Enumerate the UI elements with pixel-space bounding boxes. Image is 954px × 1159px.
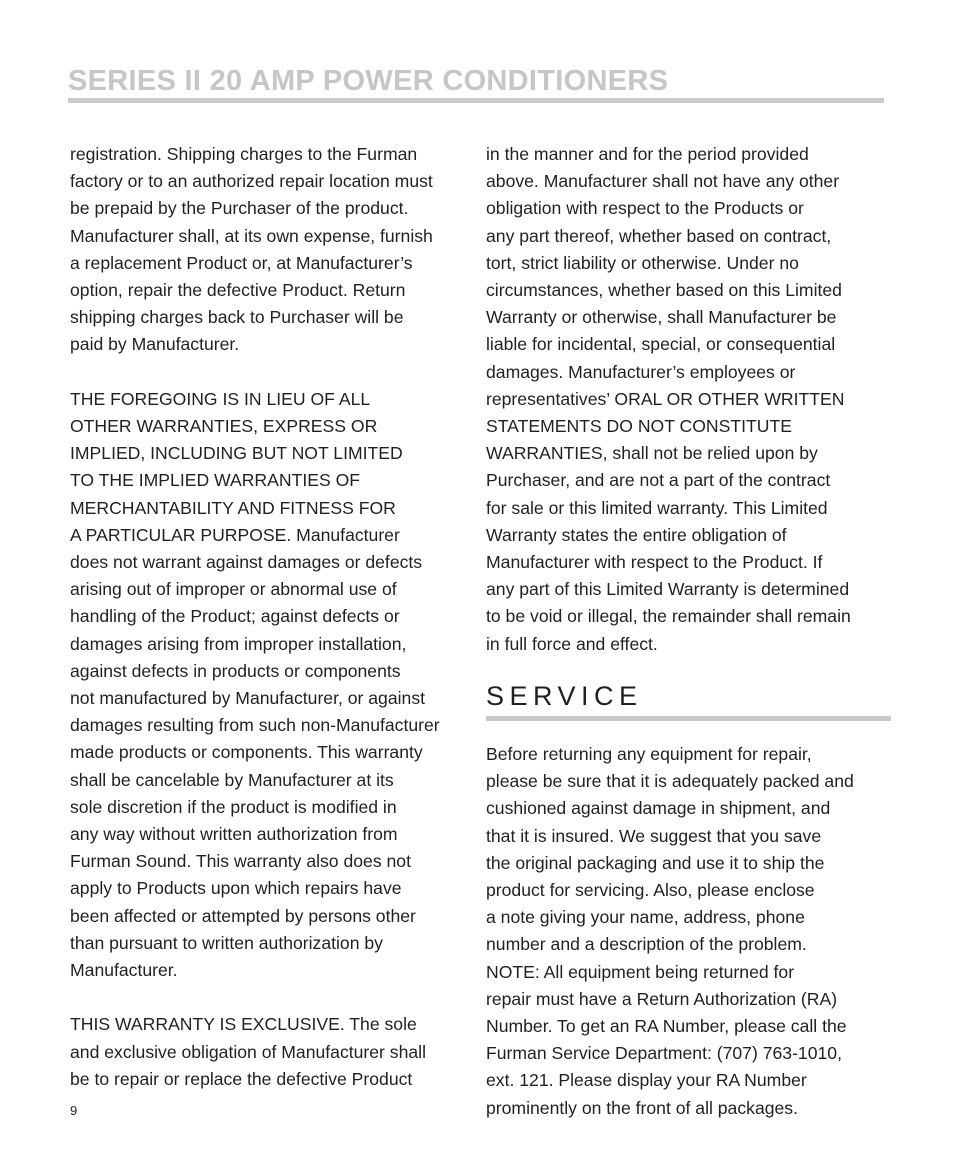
text-line: option, repair the defective Product. Return — [70, 280, 406, 301]
text-line: damages resulting from such non-Manufacturer — [70, 715, 440, 736]
text-line: to be void or illegal, the remainder shall remain — [486, 606, 851, 627]
text-line: STATEMENTS DO NOT CONSTITUTE — [486, 416, 792, 437]
text-line: Manufacturer. — [70, 960, 178, 981]
text-line: a replacement Product or, at Manufacturer’s — [70, 252, 413, 273]
text-line: product for servicing. Also, please enclose — [486, 880, 815, 901]
text-line: apply to Products upon which repairs have — [70, 878, 402, 899]
text-line: been affected or attempted by persons other — [70, 905, 416, 926]
service-heading: SERVICE — [486, 681, 643, 711]
text-line: any part of this Limited Warranty is determined — [486, 579, 850, 600]
text-line: repair must have a Return Authorization (RA) — [486, 988, 838, 1009]
text-line: A PARTICULAR PURPOSE. Manufacturer — [70, 524, 400, 545]
page-number: 9 — [70, 1103, 78, 1118]
text-line: the original packaging and use it to ship the — [486, 852, 825, 873]
text-line: IMPLIED, INCLUDING BUT NOT LIMITED — [70, 443, 403, 464]
text-line: Before returning any equipment for repair, — [486, 744, 812, 764]
text-line: number and a description of the problem. — [486, 934, 807, 955]
warranty-paragraph-2 — [70, 386, 475, 984]
warranty-paragraph-1 — [70, 141, 475, 359]
text-line: sole discretion if the product is modified in — [70, 796, 397, 817]
right-column — [486, 141, 896, 658]
paragraph-gap — [70, 359, 475, 386]
text-line: a note giving your name, address, phone — [486, 907, 805, 928]
text-line: any part thereof, whether based on contract, — [486, 225, 832, 246]
text-line: against defects in products or components — [70, 660, 401, 681]
text-line: does not warrant against damages or defects — [70, 552, 423, 573]
text-line: in the manner and for the period provided — [486, 144, 809, 164]
text-line: shall be cancelable by Manufacturer at its — [70, 769, 394, 790]
text-line: OTHER WARRANTIES, EXPRESS OR — [70, 416, 378, 437]
text-line: for sale or this limited warranty. This Limited — [486, 497, 828, 518]
header-divider — [68, 98, 884, 103]
text-line: damages arising from improper installation, — [70, 633, 407, 654]
text-line: Warranty or otherwise, shall Manufacturer be — [486, 307, 837, 328]
text-line: paid by Manufacturer. — [70, 334, 240, 355]
paragraph-gap — [70, 984, 475, 1011]
text-line: prominently on the front of all packages. — [486, 1097, 798, 1118]
text-line: shipping charges back to Purchaser will be — [70, 307, 404, 328]
text-line: THE FOREGOING IS IN LIEU OF ALL — [70, 388, 371, 409]
text-line: be to repair or replace the defective Product — [70, 1068, 413, 1089]
text-line: made products or components. This warranty — [70, 742, 423, 763]
text-line: in full force and effect. — [486, 633, 658, 654]
text-line: ext. 121. Please display your RA Number — [486, 1070, 807, 1091]
text-line: and exclusive obligation of Manufacturer shall — [70, 1041, 426, 1062]
text-line: representatives’ ORAL OR OTHER WRITTEN — [486, 388, 845, 409]
text-line: Manufacturer shall, at its own expense, furnish — [70, 225, 433, 246]
text-line: be prepaid by the Purchaser of the product. — [70, 198, 409, 219]
text-line: not manufactured by Manufacturer, or against — [70, 688, 426, 709]
left-column — [70, 141, 475, 1093]
text-line: TO THE IMPLIED WARRANTIES OF — [70, 470, 361, 491]
text-line: circumstances, whether based on this Limited — [486, 280, 842, 301]
page-title: SERIES II 20 AMP POWER CONDITIONERS — [68, 65, 669, 97]
text-line: registration. Shipping charges to the Furman — [70, 144, 418, 164]
warranty-paragraph-3 — [70, 1011, 475, 1093]
text-line: obligation with respect to the Products or — [486, 198, 804, 219]
text-line: WARRANTIES, shall not be relied upon by — [486, 443, 818, 464]
text-line: please be sure that it is adequately packed and — [486, 771, 854, 792]
text-line: liable for incidental, special, or consequential — [486, 334, 836, 355]
text-line: damages. Manufacturer’s employees or — [486, 361, 796, 382]
text-line: NOTE: All equipment being returned for — [486, 961, 795, 982]
text-line: arising out of improper or abnormal use of — [70, 579, 397, 600]
text-line: Furman Sound. This warranty also does not — [70, 851, 411, 872]
page-header — [68, 64, 884, 103]
text-line: Furman Service Department: (707) 763-1010, — [486, 1043, 842, 1064]
text-line: Manufacturer with respect to the Product. If — [486, 552, 823, 573]
service-divider — [486, 716, 891, 721]
text-line: that it is insured. We suggest that you save — [486, 825, 822, 846]
warranty-paragraph-4 — [486, 141, 896, 658]
text-line: Warranty states the entire obligation of — [486, 524, 787, 545]
text-line: Purchaser, and are not a part of the contract — [486, 470, 831, 491]
text-line: MERCHANTABILITY AND FITNESS FOR — [70, 497, 396, 518]
text-line: Number. To get an RA Number, please call the — [486, 1016, 847, 1037]
text-line: factory or to an authorized repair location must — [70, 171, 433, 192]
text-line: tort, strict liability or otherwise. Under no — [486, 252, 799, 273]
service-paragraph — [486, 741, 896, 1122]
text-line: handling of the Product; against defects or — [70, 606, 400, 627]
text-line: above. Manufacturer shall not have any other — [486, 171, 840, 192]
text-line: than pursuant to written authorization by — [70, 932, 383, 953]
text-line: any way without written authorization from — [70, 824, 398, 845]
text-line: THIS WARRANTY IS EXCLUSIVE. The sole — [70, 1014, 417, 1035]
text-line: cushioned against damage in shipment, and — [486, 798, 831, 819]
